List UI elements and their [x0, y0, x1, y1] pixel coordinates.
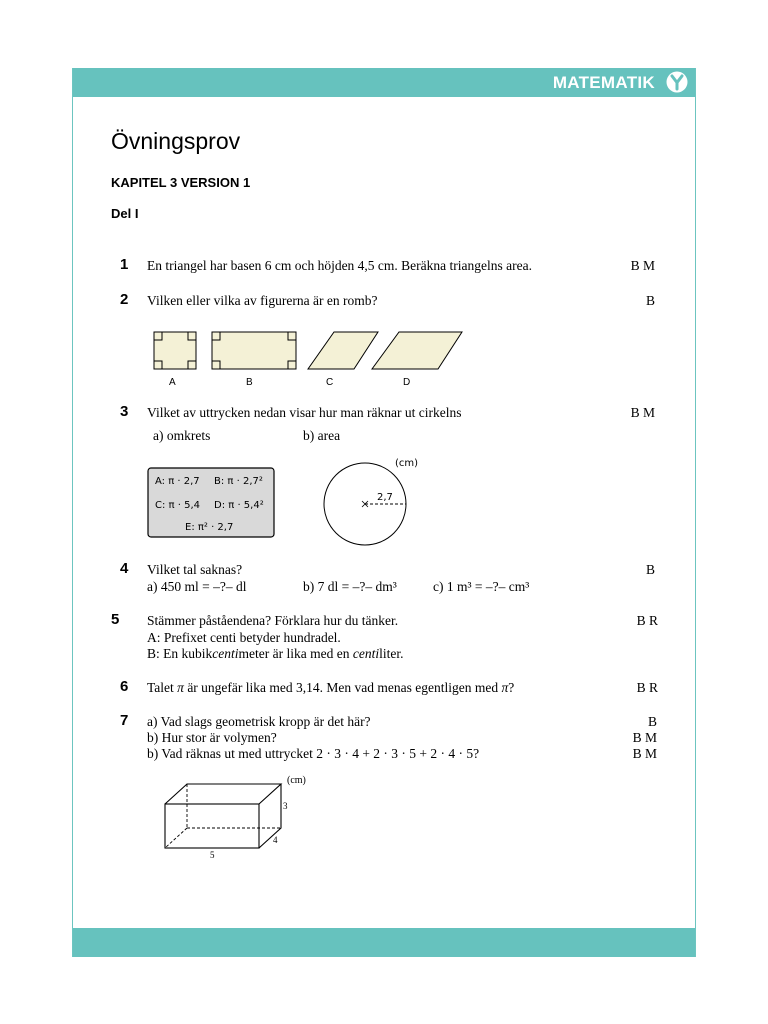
svg-text:A: π · 2,7: A: π · 2,7 — [155, 476, 200, 487]
subquestion-b2: b) Vad räknas ut med uttrycket 2 · 3 · 4 + 2 · 3 · 5 + 2 · 4 · 5? — [147, 746, 480, 761]
svg-text:E: π² · 2,7: E: π² · 2,7 — [185, 522, 234, 533]
subquestion-b: b) area — [303, 428, 341, 443]
question-number: 6 — [120, 678, 129, 695]
subquestion-a: a) 450 ml = –?– dl — [147, 579, 247, 594]
figure-label: B — [246, 377, 253, 388]
circle-figure — [319, 454, 429, 548]
question-number: 4 — [120, 560, 129, 577]
question-tag: B — [645, 293, 655, 308]
brand-logo-icon — [666, 71, 688, 93]
cuboid-figure — [159, 774, 319, 864]
svg-text:C: π · 5,4: C: π · 5,4 — [155, 500, 200, 511]
width-label: 5 — [210, 850, 215, 860]
question-text: Vilket tal saknas? — [147, 562, 243, 577]
statement-b: B: En kubikcentimeter är lika med en centiliter. — [147, 646, 404, 661]
question-text: Talet π är ungefär lika med 3,14. Men vad menas egentligen med π? — [147, 680, 515, 695]
height-label: 3 — [283, 801, 288, 811]
question-text: En triangel har basen 6 cm och höjden 4,5 cm. Beräkna triangelns area. — [147, 258, 532, 273]
question-text: Stämmer påståendena? Förklara hur du tänker. — [147, 613, 399, 628]
subquestion-a: a) omkrets — [153, 428, 211, 443]
section-heading: Del I — [111, 206, 139, 221]
subquestion-b: b) Hur stor är volymen? — [147, 730, 277, 745]
question-tag: B R — [636, 613, 658, 628]
figure-a-square — [154, 332, 196, 369]
question-tag: B M — [632, 730, 657, 745]
question-text: Vilket av uttrycken nedan visar hur man räknar ut cirkelns — [147, 405, 462, 420]
question-number: 3 — [120, 403, 129, 420]
subquestion-b: b) 7 dl = –?– dm³ — [303, 579, 397, 594]
question-text: Vilken eller vilka av figurerna är en romb? — [147, 293, 378, 308]
figure-c-rhombus — [308, 332, 378, 369]
question-tag: B M — [630, 258, 655, 273]
subquestion-c: c) 1 m³ = –?– cm³ — [433, 579, 530, 594]
answer-options-box — [147, 466, 277, 540]
figure-b-rectangle — [212, 332, 296, 369]
statement-a: A: Prefixet centi betyder hundradel. — [147, 630, 341, 645]
figure-label: A — [169, 377, 176, 388]
radius-label: 2,7 — [377, 492, 393, 503]
question-number: 5 — [111, 611, 120, 628]
figure-label: D — [403, 377, 411, 388]
question-number: 2 — [120, 291, 129, 308]
question-tag: B M — [632, 746, 657, 761]
figure-label: C — [326, 377, 334, 388]
header-bar — [73, 68, 695, 97]
question-tag: B M — [630, 405, 655, 420]
svg-text:D: π · 5,4²: D: π · 5,4² — [214, 500, 264, 511]
unit-label: (cm) — [287, 775, 306, 786]
question-tag: B — [645, 562, 655, 577]
unit-label: (cm) — [395, 458, 419, 469]
page-title: Övningsprov — [111, 128, 241, 154]
question-tag: B R — [636, 680, 658, 695]
question-number: 1 — [120, 256, 129, 273]
rhombus-figures — [151, 326, 471, 396]
worksheet-page — [72, 68, 696, 957]
subject-label: MATEMATIK — [552, 73, 655, 92]
subquestion-a: a) Vad slags geometrisk kropp är det här? — [147, 714, 371, 729]
chapter-subtitle: KAPITEL 3 VERSION 1 — [111, 175, 251, 190]
depth-label: 4 — [273, 835, 278, 845]
question-tag: B — [647, 714, 657, 729]
footer-bar — [73, 928, 695, 957]
figure-d-parallelogram — [372, 332, 462, 369]
question-number: 7 — [120, 712, 129, 729]
svg-text:B: π · 2,7²: B: π · 2,7² — [214, 476, 263, 487]
